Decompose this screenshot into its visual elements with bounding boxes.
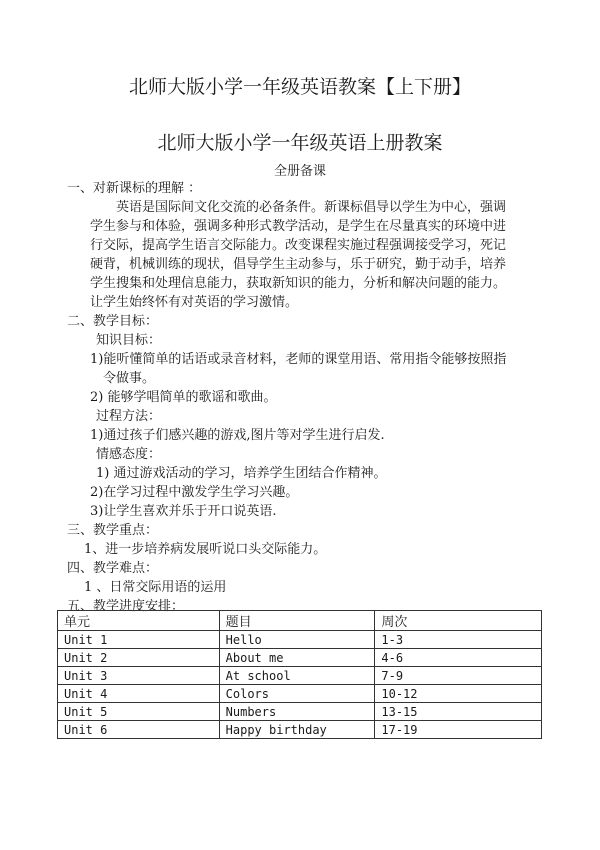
table-row (58, 667, 542, 685)
cell-unit: Unit 2 (58, 649, 220, 667)
table-header-row (58, 611, 542, 631)
cell-topic: Hello (219, 631, 375, 649)
table-row (58, 631, 542, 649)
document-subtitle: 北师大版小学一年级英语上册教案 (157, 132, 443, 154)
knowledge-goal-item: 1)能听懂简单的话语或录音材料，老师的课堂用语、常用指令能够按照指 (90, 352, 507, 367)
cell-weeks: 1-3 (375, 631, 542, 649)
section-5-heading: 五、教学进度安排： (67, 599, 185, 614)
table-row (58, 685, 542, 703)
section-3-item: 1、进一步培养病发展听说口头交际能力。 (84, 542, 327, 557)
knowledge-goal-item-cont: 令做事。 (103, 371, 156, 386)
cell-unit: Unit 3 (58, 667, 220, 685)
cell-weeks: 7-9 (375, 667, 542, 685)
emotion-attitude-item: 1) 通过游戏活动的学习，培养学生团结合作精神。 (96, 466, 387, 481)
section-1-line: 让学生始终怀有对英语的学习激情。 (90, 295, 299, 310)
section-1-heading: 一、对新课标的理解 ： (67, 181, 202, 196)
cell-weeks: 10-12 (375, 685, 542, 703)
cell-unit: Unit 4 (58, 685, 220, 703)
knowledge-goal-item: 2) 能够学唱简单的歌谣和歌曲。 (90, 390, 277, 405)
section-1-line: 硬背，机械训练的现状，倡导学生主动参与，乐于研究，勤于动手，培养 (90, 257, 507, 272)
cell-topic: Happy birthday (219, 721, 375, 739)
header-topic: 题目 (219, 611, 375, 631)
table-row (58, 649, 542, 667)
emotion-attitude-item: 3)让学生喜欢并乐于开口说英语. (90, 504, 277, 519)
cell-unit: Unit 1 (58, 631, 220, 649)
cell-unit: Unit 5 (58, 703, 220, 721)
cell-weeks: 13-15 (375, 703, 542, 721)
knowledge-goal-label: 知识目标： (96, 333, 162, 348)
table-row (58, 703, 542, 721)
section-label: 全册备课 (273, 164, 326, 179)
section-3-heading: 三、教学重点： (67, 523, 159, 538)
section-1-line: 英语是国际间文化交流的必备条件。新课标倡导以学生为中心，强调 (116, 200, 507, 215)
header-unit: 单元 (58, 611, 220, 631)
section-4-heading: 四、教学难点： (67, 561, 159, 576)
cell-topic: At school (219, 667, 375, 685)
cell-weeks: 17-19 (375, 721, 542, 739)
schedule-table (57, 610, 542, 739)
header-weeks: 周次 (375, 611, 542, 631)
cell-topic: Numbers (219, 703, 375, 721)
emotion-attitude-label: 情感态度： (96, 447, 162, 462)
emotion-attitude-item: 2)在学习过程中激发学生学习兴趣。 (90, 485, 299, 500)
section-1-line: 学生搜集和处理信息能力，获取新知识的能力，分析和解决问题的能力。 (90, 276, 507, 291)
section-1-line: 学生参与和体验，强调多种形式教学活动，是学生在尽量真实的环境中进 (90, 219, 507, 234)
cell-topic: Colors (219, 685, 375, 703)
cell-weeks: 4-6 (375, 649, 542, 667)
section-1-line: 行交际，提高学生语言交际能力。改变课程实施过程强调接受学习，死记 (90, 238, 507, 253)
process-method-label: 过程方法： (96, 409, 162, 424)
process-method-item: 1)通过孩子们感兴趣的游戏,图片等对学生进行启发. (90, 428, 385, 443)
document-title: 北师大版小学一年级英语教案【上下册】 (128, 76, 471, 98)
table-row (58, 721, 542, 739)
section-4-item: 1 、日常交际用语的运用 (84, 580, 227, 595)
cell-unit: Unit 6 (58, 721, 220, 739)
cell-topic: About me (219, 649, 375, 667)
section-2-heading: 二、教学目标： (67, 314, 159, 329)
